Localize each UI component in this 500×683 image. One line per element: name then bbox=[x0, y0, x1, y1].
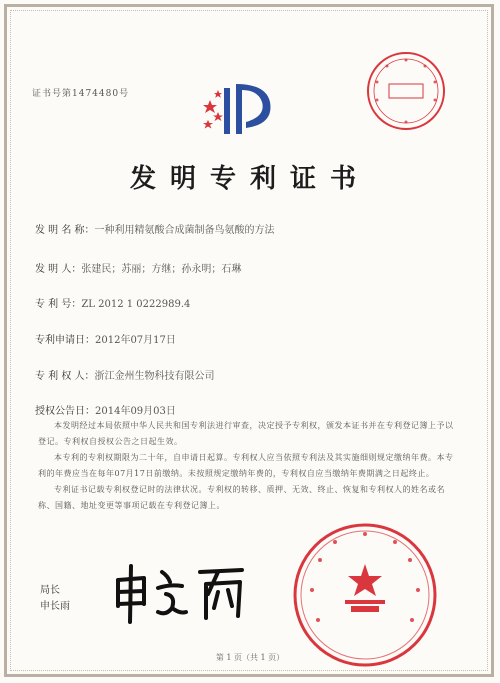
field-label: 专 利 号： bbox=[35, 299, 82, 310]
body-paragraph: 本专利的专利权期限为二十年，自申请日起算。专利权人应当依照专利法及其实施细则规定缴纳年费。本专利的年费应当在每年07月17日前缴纳。未按照规定缴纳年费的，专利权自应当缴纳年费期满之日起终止。 bbox=[38, 453, 454, 478]
field-value: 2014年09月03日 bbox=[95, 406, 176, 417]
field-patentee bbox=[35, 367, 215, 382]
electronic-certificate-stamp-icon bbox=[365, 50, 447, 132]
director-name: 申长雨 bbox=[40, 601, 70, 612]
official-seal-icon bbox=[290, 520, 440, 670]
field-patent-number bbox=[35, 295, 190, 310]
field-value: 浙江金州生物科技有限公司 bbox=[94, 371, 215, 382]
field-value: 张建民；苏丽；方继；孙永明；石琳 bbox=[81, 264, 242, 275]
body-paragraph: 专利证书记载专利权登记时的法律状况。专利权的转移、质押、无效、终止、恢复和专利权人的姓名或名称、国籍、地址变更等事项记载在专利登记簿上。 bbox=[38, 485, 445, 510]
director-title: 局长 bbox=[40, 585, 60, 596]
field-label: 专利申请日： bbox=[35, 335, 95, 346]
field-inventors bbox=[35, 260, 241, 275]
page-number: 第 1 页（共 1 页） bbox=[215, 653, 285, 662]
certificate-number: 证书号第1474480号 bbox=[32, 89, 130, 99]
field-value: ZL 2012 1 0222989.4 bbox=[81, 299, 191, 310]
sipo-logo-icon bbox=[196, 78, 278, 140]
certificate-body bbox=[38, 418, 458, 514]
signature-labels bbox=[40, 583, 70, 615]
handwritten-signature bbox=[110, 558, 250, 628]
field-label: 发 明 人： bbox=[35, 264, 82, 275]
field-label: 授权公告日： bbox=[35, 406, 95, 417]
field-label: 专 利 权 人： bbox=[35, 371, 95, 382]
field-grant-date bbox=[35, 402, 176, 417]
certificate-title: 发明专利证书 bbox=[129, 164, 370, 194]
field-application-date bbox=[35, 331, 176, 346]
field-value: 一种利用精氨酸合成菌制备鸟氨酸的方法 bbox=[94, 225, 275, 236]
field-label: 发 明 名 称： bbox=[35, 225, 95, 236]
body-paragraph: 本发明经过本局依照中华人民共和国专利法进行审查，决定授予专利权，颁发本证书并在专利登记簿上予以登记。专利权自授权公告之日起生效。 bbox=[38, 421, 454, 446]
field-invention-name bbox=[35, 221, 275, 236]
field-value: 2012年07月17日 bbox=[95, 335, 176, 346]
